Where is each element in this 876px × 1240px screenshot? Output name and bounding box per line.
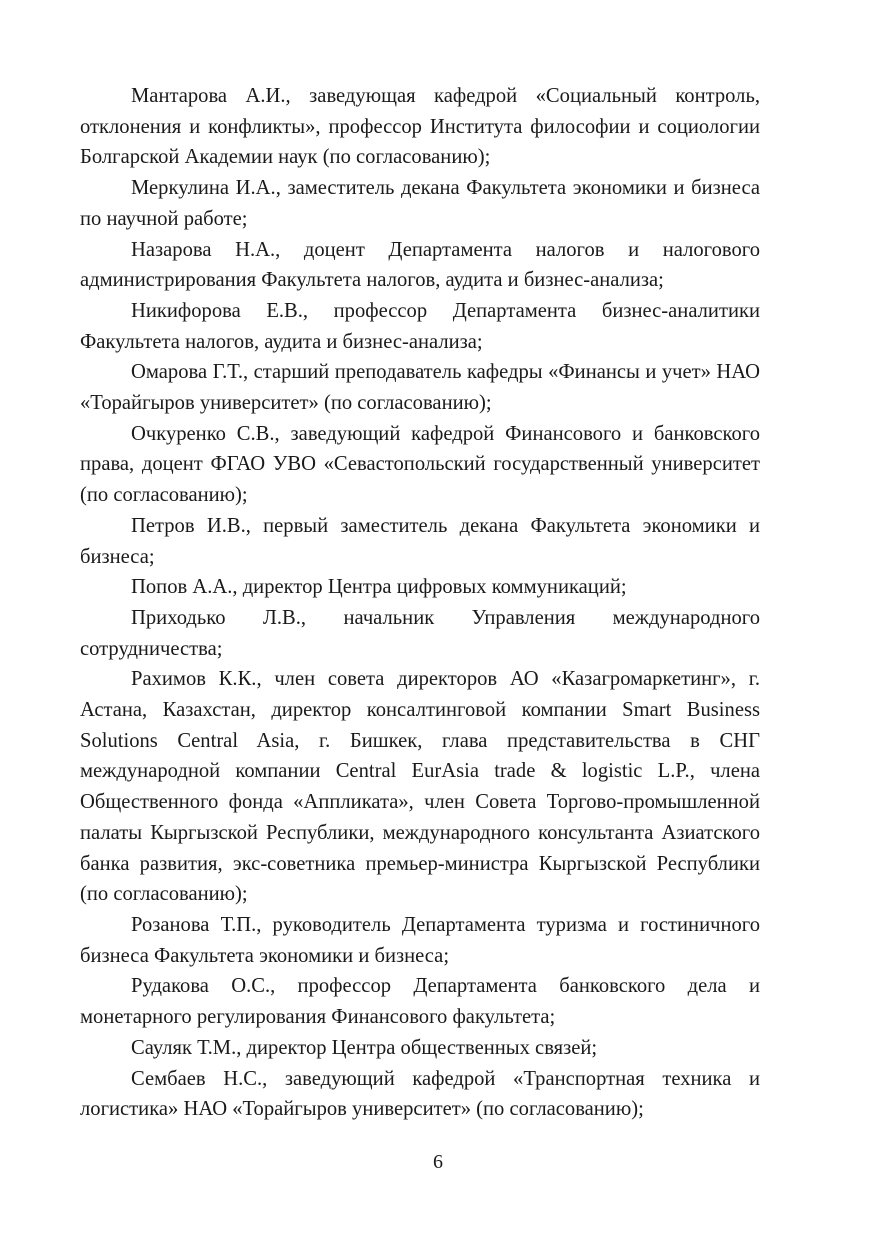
list-item-rozanova: Розанова Т.П., руководитель Департамента туризма и гостиничного бизнеса Факультета экономики и бизнеса;	[80, 913, 760, 967]
page-number: 6	[433, 1151, 443, 1173]
list-item-rudakova: Рудакова О.С., профессор Департамента банковского дела и монетарного регулирования Финансового факультета;	[80, 975, 760, 1029]
list-item-nikiforova: Никифорова Е.В., профессор Департамента бизнес-аналитики Факультета налогов, аудита и бизнес-анализа;	[80, 299, 760, 353]
list-item-mantarova: Мантарова А.И., заведующая кафедрой «Социальный контроль, отклонения и конфликты», профессор Института философии и социологии Болгарской Академии наук (по согласованию);	[80, 85, 760, 169]
member-list	[80, 81, 760, 1125]
list-item-prikhodko: Приходько Л.В., начальник Управления международного сотрудничества;	[80, 606, 760, 660]
list-item-omarova: Омарова Г.Т., старший преподаватель кафедры «Финансы и учет» НАО «Торайгыров университет» (по согласованию);	[80, 361, 760, 415]
list-item-petrov: Петров И.В., первый заместитель декана Факультета экономики и бизнеса;	[80, 514, 760, 568]
list-item-popov: Попов А.А., директор Центра цифровых коммуникаций;	[131, 576, 627, 599]
list-item-rakhimov: Рахимов К.К., член совета директоров АО «Казагромаркетинг», г. Астана, Казахстан, директор консалтинговой компании Smart Business Solutions Central Asia, г. Бишкек, глава представительства в СНГ международной компании Central EurAsia trade & logistic L.P., члена Общественного фонда «Аппликата», член Совета Торгово-промышленной палаты Кыргызской Республики, международного консультанта Азиатского банка развития, экс-советника премьер-министра Кыргызской Республики (по согласованию);	[80, 668, 760, 906]
list-item-sembaev: Сембаев Н.С., заведующий кафедрой «Транспортная техника и логистика» НАО «Торайгыров университет» (по согласованию);	[80, 1067, 760, 1121]
list-item-nazarova: Назарова Н.А., доцент Департамента налогов и налогового администрирования Факультета налогов, аудита и бизнес-анализа;	[80, 238, 760, 292]
list-item-merkulina: Меркулина И.А., заместитель декана Факультета экономики и бизнеса по научной работе;	[80, 177, 760, 230]
list-item-saulyak: Сауляк Т.М., директор Центра общественных связей;	[131, 1036, 598, 1059]
list-item-ochkurenko: Очкуренко С.В., заведующий кафедрой Финансового и банковского права, доцент ФГАО УВО «Севастопольский государственный университет (по согласованию);	[80, 422, 760, 507]
